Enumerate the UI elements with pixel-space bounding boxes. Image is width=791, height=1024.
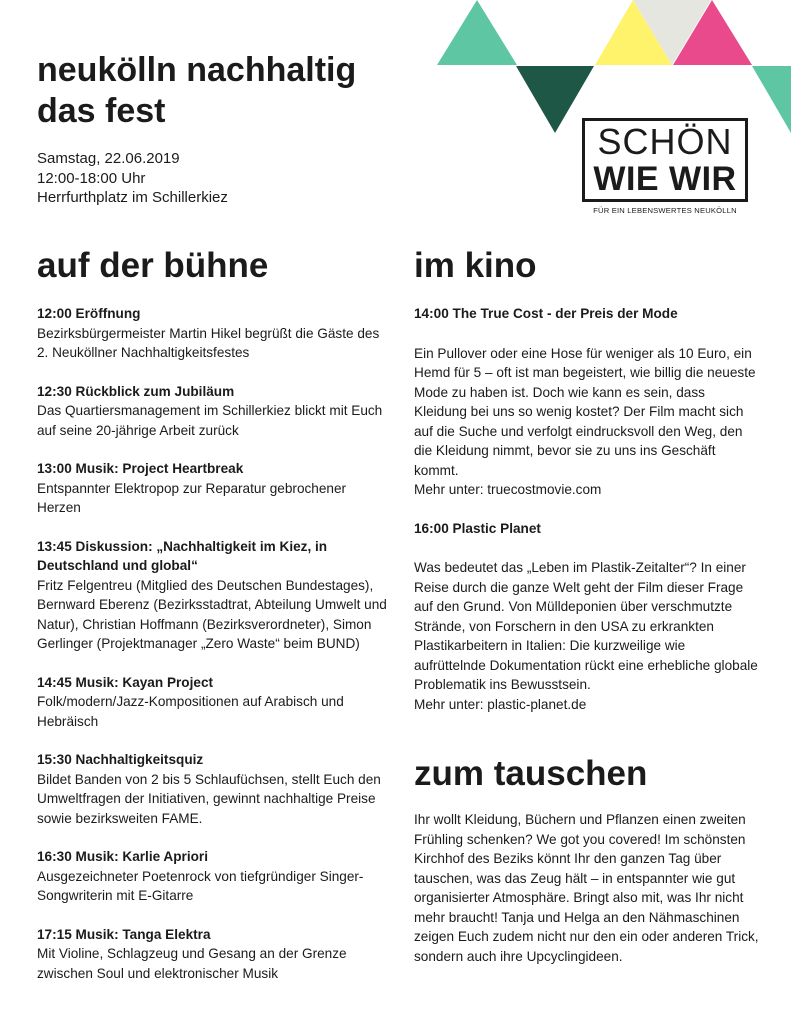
program-item-desc: Ausgezeichneter Poetenrock von tiefgründiger Singer-Songwriterin mit E-Gitarre xyxy=(37,868,364,903)
film-item-head: 16:00 Plastic Planet xyxy=(414,520,541,536)
film-item-desc: Ein Pullover oder eine Hose für weniger als 10 Euro, ein Hemd für 5 – oft ist man begeistert, wie billig die neueste Mode zu haben ist. Doch wie kann es sein, dass Kleidung bei uns so wenig kostet? Der Film macht sich auf die Suche und verfolgt eindrucksvoll den Weg, den die Kleidung nimmt, bevor sie zu uns ins Geschäft kommt. xyxy=(414,345,756,478)
program-item xyxy=(37,382,387,441)
program-item xyxy=(37,925,387,984)
film-item xyxy=(414,519,759,715)
program-item xyxy=(37,750,387,828)
event-details xyxy=(37,149,228,208)
program-item-head: 12:00 Eröffnung xyxy=(37,306,141,321)
program-item-desc: Mit Violine, Schlagzeug und Gesang an der Grenze zwischen Soul und elektronischer Musik xyxy=(37,946,347,981)
logo-box xyxy=(582,118,748,202)
cinema-section-title: im kino xyxy=(414,246,537,285)
film-item-more: Mehr unter: plastic-planet.de xyxy=(414,696,587,712)
film-item-more: Mehr unter: truecostmovie.com xyxy=(414,482,602,497)
program-item-desc: Bezirksbürgermeister Martin Hikel begrüßt die Gäste des 2. Neuköllner Nachhaltigkeitsfestes xyxy=(37,325,380,360)
program-item xyxy=(37,459,387,518)
stage-section-title: auf der bühne xyxy=(37,246,269,285)
logo-line-1: SCHÖN xyxy=(597,121,733,162)
program-item-desc: Folk/modern/Jazz-Kompositionen auf Arabisch und Hebräisch xyxy=(37,694,344,729)
program-item xyxy=(37,304,387,363)
program-item-desc: Fritz Felgentreu (Mitglied des Deutschen Bundestages), Bernward Eberenz (Bezirksstadtrat, Abteilung Umwelt und Natur), Christian Hoffmann (Bezirksverordneter), Simon Gerlinger (Projektmanager „Zero Waste“ beim BUND) xyxy=(37,577,387,651)
program-item-desc: Bildet Banden von 2 bis 5 Schlaufüchsen, stellt Euch den Umweltfragen der Initiativen, gewinnt nachhaltige Preise sowie bezirksweiten FAME. xyxy=(37,771,381,826)
event-location: Herrfurthplatz im Schillerkiez xyxy=(37,189,228,206)
program-item xyxy=(37,673,387,732)
program-item-desc: Entspannter Elektropop zur Reparatur gebrochener Herzen xyxy=(37,480,347,515)
program-item xyxy=(37,847,387,906)
program-item-head: 12:30 Rückblick zum Jubiläum xyxy=(37,383,235,399)
swap-description: Ihr wollt Kleidung, Büchern und Pflanzen einen zweiten Frühling schenken? We got you covered! Im schönsten Kirchhof des Beziks könnt Ihr den ganzen Tag über tauschen, was das Zeug hält – in entspannter wie gut organisierter Atmosphäre. Bringt also mit, was Ihr nicht mehr braucht! Tanja und Helga an den Nähmaschinen zeigen Euch zudem nicht nur den ein oder anderen Trick, sondern auch ihre Upcyclingideen. xyxy=(414,812,759,964)
event-date: Samstag, 22.06.2019 xyxy=(37,150,180,167)
logo-line-2: WIE WIR xyxy=(593,160,737,198)
program-item-head: 16:30 Musik: Karlie Apriori xyxy=(37,849,208,864)
stage-program xyxy=(37,244,387,1002)
cinema-and-swap xyxy=(414,244,759,966)
schoen-wie-wir-logo xyxy=(582,118,748,216)
program-item-head: 14:45 Musik: Kayan Project xyxy=(37,674,214,690)
mint-triangle-right xyxy=(752,66,791,133)
film-item-desc: Was bedeutet das „Leben im Plastik-Zeitalter“? In einer Reise durch die ganze Welt geht der Film dieser Frage auf den Grund. Von Mülldeponien über verschmutzte Strände, von Forschern in den USA zu erkrankten Plastikarbeitern in Italien: Die kurzweilige wie aufrüttelnde Dokumentation rückt eine erhebliche globale Problematik ins Bewusstsein. xyxy=(414,560,758,692)
program-item-head: 13:00 Musik: Project Heartbreak xyxy=(37,461,244,476)
program-item-head: 17:15 Musik: Tanga Elektra xyxy=(37,926,211,942)
mint-triangle xyxy=(437,0,517,65)
program-item-head: 15:30 Nachhaltigkeitsquiz xyxy=(37,752,204,767)
logo-subline: FÜR EIN LEBENSWERTES NEUKÖLLN xyxy=(593,206,737,215)
swap-section-title: zum tauschen xyxy=(414,754,648,793)
title-line-1: neukölln nachhaltig xyxy=(37,51,357,89)
program-item-head: 13:45 Diskussion: „Nachhaltigkeit im Kiez, in Deutschland und global“ xyxy=(37,538,328,573)
film-item xyxy=(414,304,759,500)
program-item-desc: Das Quartiersmanagement im Schillerkiez blickt mit Euch auf seine 20-jährige Arbeit zurück xyxy=(37,403,383,438)
program-item xyxy=(37,537,387,654)
film-item-head: 14:00 The True Cost - der Preis der Mode xyxy=(414,306,678,321)
page-title xyxy=(37,50,356,132)
event-time: 12:00-18:00 Uhr xyxy=(37,169,146,187)
title-line-2: das fest xyxy=(37,92,166,130)
